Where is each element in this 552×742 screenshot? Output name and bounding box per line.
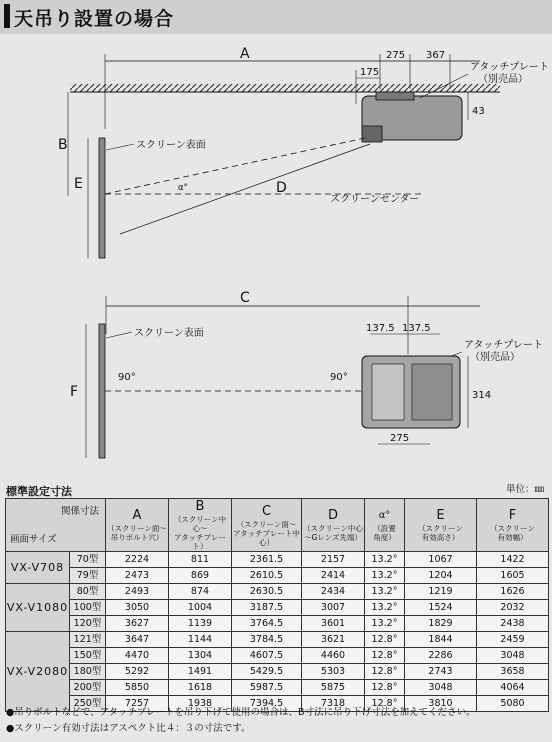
value-cell: 1626 bbox=[477, 584, 549, 600]
col-header-b: B （スクリーン中心〜 アタッチプレート） bbox=[169, 499, 232, 552]
value-cell: 869 bbox=[169, 568, 232, 584]
size-cell: 70型 bbox=[70, 552, 106, 568]
value-cell: 13.2° bbox=[365, 600, 405, 616]
value-cell: 1829 bbox=[405, 616, 477, 632]
value-cell: 2493 bbox=[106, 584, 169, 600]
value-cell: 3784.5 bbox=[232, 632, 302, 648]
col-header-alpha: α° （設置 角度） bbox=[365, 499, 405, 552]
dim-f-label: F bbox=[70, 384, 79, 400]
value-cell: 1938 bbox=[169, 696, 232, 712]
table-header-row bbox=[6, 499, 549, 552]
value-cell: 2438 bbox=[477, 616, 549, 632]
screen-center-label: スクリーンセンター bbox=[330, 194, 420, 205]
top-view-diagram bbox=[58, 46, 549, 258]
value-cell: 12.8° bbox=[365, 648, 405, 664]
value-cell: 5303 bbox=[302, 664, 365, 680]
value-cell: 4064 bbox=[477, 680, 549, 696]
value-cell: 2743 bbox=[405, 664, 477, 680]
value-cell: 4470 bbox=[106, 648, 169, 664]
value-cell: 1844 bbox=[405, 632, 477, 648]
attach-plate-label-bottom: アタッチプレート bbox=[464, 340, 543, 351]
value-cell: 874 bbox=[169, 584, 232, 600]
table-row bbox=[6, 632, 549, 648]
value-cell: 2473 bbox=[106, 568, 169, 584]
value-cell: 7394.5 bbox=[232, 696, 302, 712]
value-cell: 1204 bbox=[405, 568, 477, 584]
section-header bbox=[0, 0, 552, 34]
value-cell: 1304 bbox=[169, 648, 232, 664]
corner-bottom-label: 画面サイズ bbox=[10, 534, 57, 545]
unit-label: 単位：㎜ bbox=[505, 484, 544, 495]
header-marker bbox=[4, 4, 10, 28]
value-cell: 5875 bbox=[302, 680, 365, 696]
table-title: 標準設定寸法 bbox=[6, 485, 72, 498]
value-cell: 2434 bbox=[302, 584, 365, 600]
size-cell: 121型 bbox=[70, 632, 106, 648]
value-cell: 13.2° bbox=[365, 584, 405, 600]
value-cell: 3007 bbox=[302, 600, 365, 616]
dim-314-label: 314 bbox=[472, 390, 492, 401]
value-cell: 12.8° bbox=[365, 680, 405, 696]
note-2: ●スクリーン有効寸法はアスペクト比４：３の寸法です。 bbox=[6, 723, 251, 734]
value-cell: 1219 bbox=[405, 584, 477, 600]
size-cell: 150型 bbox=[70, 648, 106, 664]
angle-left-label: 90° bbox=[118, 372, 136, 383]
size-cell: 80型 bbox=[70, 584, 106, 600]
value-cell: 3627 bbox=[106, 616, 169, 632]
table-row bbox=[6, 552, 549, 568]
plan-view-diagram bbox=[70, 290, 543, 458]
col-header-c: C （スクリーン面〜 アタッチプレート中心） bbox=[232, 499, 302, 552]
size-cell: 79型 bbox=[70, 568, 106, 584]
value-cell: 2630.5 bbox=[232, 584, 302, 600]
note-1: ●吊りボルトなどで、アタッチプレートを吊り下げて使用の場合は、B寸法に吊り下げ寸法を加えてください。 bbox=[6, 707, 476, 718]
size-cell: 100型 bbox=[70, 600, 106, 616]
table-row bbox=[6, 664, 549, 680]
standard-dimensions-table bbox=[5, 498, 549, 712]
model-cell: VX-V1080 bbox=[6, 584, 70, 632]
screen-surface-label-top: スクリーン表面 bbox=[136, 140, 206, 151]
value-cell: 3658 bbox=[477, 664, 549, 680]
table-row bbox=[6, 616, 549, 632]
model-cell: VX-V2080 bbox=[6, 632, 70, 712]
value-cell: 2286 bbox=[405, 648, 477, 664]
value-cell: 7318 bbox=[302, 696, 365, 712]
col-header-f: F （スクリーン 有効幅） bbox=[477, 499, 549, 552]
size-cell: 180型 bbox=[70, 664, 106, 680]
value-cell: 1524 bbox=[405, 600, 477, 616]
size-cell: 200型 bbox=[70, 680, 106, 696]
value-cell: 13.2° bbox=[365, 552, 405, 568]
value-cell: 3601 bbox=[302, 616, 365, 632]
dim-137a-label: 137.5 bbox=[366, 323, 395, 334]
value-cell: 2361.5 bbox=[232, 552, 302, 568]
value-cell: 5429.5 bbox=[232, 664, 302, 680]
page-title: 天吊り設置の場合 bbox=[14, 8, 175, 30]
value-cell: 2032 bbox=[477, 600, 549, 616]
table-row bbox=[6, 680, 549, 696]
value-cell: 1004 bbox=[169, 600, 232, 616]
sold-separately-label-top: （別売品） bbox=[478, 74, 528, 85]
value-cell: 5850 bbox=[106, 680, 169, 696]
value-cell: 4607.5 bbox=[232, 648, 302, 664]
value-cell: 811 bbox=[169, 552, 232, 568]
dim-e-label: E bbox=[74, 176, 83, 192]
dim-367-label: 367 bbox=[426, 50, 446, 61]
value-cell: 3048 bbox=[477, 648, 549, 664]
dim-a-label: A bbox=[240, 46, 250, 62]
value-cell: 3764.5 bbox=[232, 616, 302, 632]
value-cell: 1605 bbox=[477, 568, 549, 584]
size-cell: 120型 bbox=[70, 616, 106, 632]
value-cell: 1139 bbox=[169, 616, 232, 632]
col-header-d: D （スクリーン中心 〜Gレンズ先端） bbox=[302, 499, 365, 552]
attach-plate-label-top: アタッチプレート bbox=[470, 62, 549, 73]
value-cell: 1491 bbox=[169, 664, 232, 680]
col-header-e: E （スクリーン 有効高さ） bbox=[405, 499, 477, 552]
table-row bbox=[6, 600, 549, 616]
value-cell: 2157 bbox=[302, 552, 365, 568]
dim-275-label: 275 bbox=[386, 50, 406, 61]
table-row bbox=[6, 568, 549, 584]
value-cell: 7257 bbox=[106, 696, 169, 712]
value-cell: 1422 bbox=[477, 552, 549, 568]
alpha-label: α° bbox=[178, 183, 188, 193]
value-cell: 2610.5 bbox=[232, 568, 302, 584]
value-cell: 5292 bbox=[106, 664, 169, 680]
value-cell: 2459 bbox=[477, 632, 549, 648]
value-cell: 5080 bbox=[477, 696, 549, 712]
sold-separately-label-bottom: （別売品） bbox=[470, 352, 520, 363]
value-cell: 12.8° bbox=[365, 664, 405, 680]
dim-d-label: D bbox=[276, 180, 287, 196]
value-cell: 3187.5 bbox=[232, 600, 302, 616]
value-cell: 4460 bbox=[302, 648, 365, 664]
value-cell: 13.2° bbox=[365, 616, 405, 632]
value-cell: 3050 bbox=[106, 600, 169, 616]
screen-surface-label-bottom: スクリーン表面 bbox=[134, 328, 204, 339]
value-cell: 3647 bbox=[106, 632, 169, 648]
value-cell: 5987.5 bbox=[232, 680, 302, 696]
table-row bbox=[6, 648, 549, 664]
value-cell: 12.8° bbox=[365, 632, 405, 648]
dim-275-bottom-label: 275 bbox=[390, 433, 410, 444]
value-cell: 2224 bbox=[106, 552, 169, 568]
value-cell: 12.8° bbox=[365, 696, 405, 712]
value-cell: 13.2° bbox=[365, 568, 405, 584]
value-cell: 2414 bbox=[302, 568, 365, 584]
value-cell: 1067 bbox=[405, 552, 477, 568]
dim-b-label: B bbox=[58, 137, 68, 153]
dim-175-label: 175 bbox=[360, 67, 380, 78]
dim-137b-label: 137.5 bbox=[402, 323, 431, 334]
installation-diagram bbox=[0, 34, 552, 480]
angle-right-label: 90° bbox=[330, 372, 348, 383]
value-cell: 1618 bbox=[169, 680, 232, 696]
value-cell: 1144 bbox=[169, 632, 232, 648]
corner-header bbox=[6, 499, 106, 552]
value-cell: 3621 bbox=[302, 632, 365, 648]
corner-top-label: 関係寸法 bbox=[60, 506, 99, 517]
value-cell: 3048 bbox=[405, 680, 477, 696]
value-cell: 3810 bbox=[405, 696, 477, 712]
col-header-a: A （スクリーン面〜 吊りボルト穴） bbox=[106, 499, 169, 552]
dim-c-label: C bbox=[240, 290, 250, 306]
size-cell: 250型 bbox=[70, 696, 106, 712]
table-row bbox=[6, 584, 549, 600]
dim-43-label: 43 bbox=[472, 106, 485, 117]
notes bbox=[6, 705, 476, 737]
model-cell: VX-V708 bbox=[6, 552, 70, 584]
